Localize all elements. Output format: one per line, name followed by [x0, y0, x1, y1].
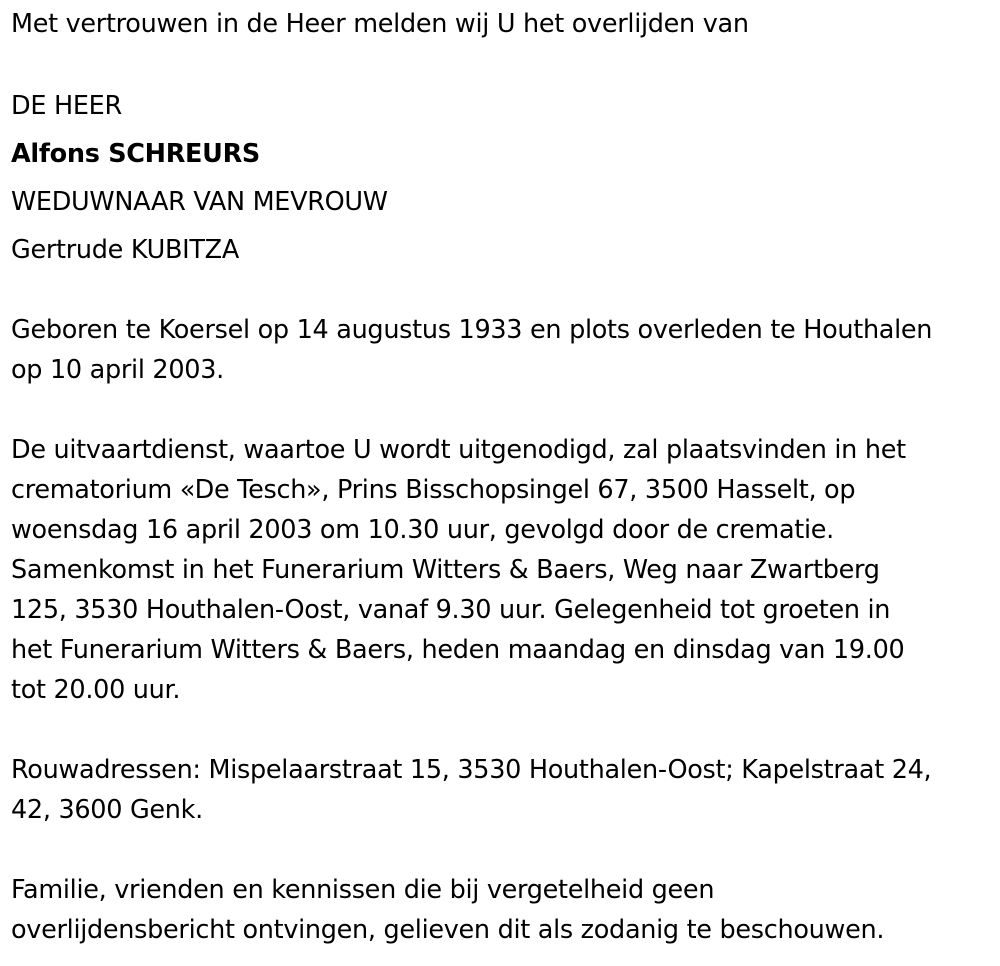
addresses-paragraph: Rouwadressen: Mispelaarstraat 15, 3530 Houthalen-Oost; Kapelstraat 24, 42, 3600 Genk. [11, 755, 932, 825]
deceased-name: Alfons SCHREURS [11, 139, 260, 169]
spouse-name: Gertrude KUBITZA [11, 235, 239, 265]
service-paragraph: De uitvaartdienst, waartoe U wordt uitgenodigd, zal plaatsvinden in het crematorium «De Tesch», Prins Bisschopsingel 67, 3500 Hasselt, op woensdag 16 april 2003 om 10.30 uur, gevolgd door de crematie. Samenkomst in het Funerarium Witters & Baers, Weg naar Zwartberg 125, 3530 Houthalen-Oost, vanaf 9.30 uur. Gelegenheid tot groeten in het Funerarium Witters & Baers, heden maandag en dinsdag van 19.00 tot 20.00 uur. [11, 435, 906, 705]
family-note-paragraph: Familie, vrienden en kennissen die bij vergetelheid geen overlijdensbericht ontvingen, gelieven dit als zodanig te beschouwen. [11, 875, 885, 945]
widower-line: WEDUWNAAR VAN MEVROUW [11, 187, 388, 217]
birth-death-paragraph: Geboren te Koersel op 14 augustus 1933 en plots overleden te Houthalen op 10 april 2003. [11, 315, 933, 385]
intro-line: Met vertrouwen in de Heer melden wij U het overlijden van [11, 9, 749, 39]
title-line: DE HEER [11, 91, 122, 121]
